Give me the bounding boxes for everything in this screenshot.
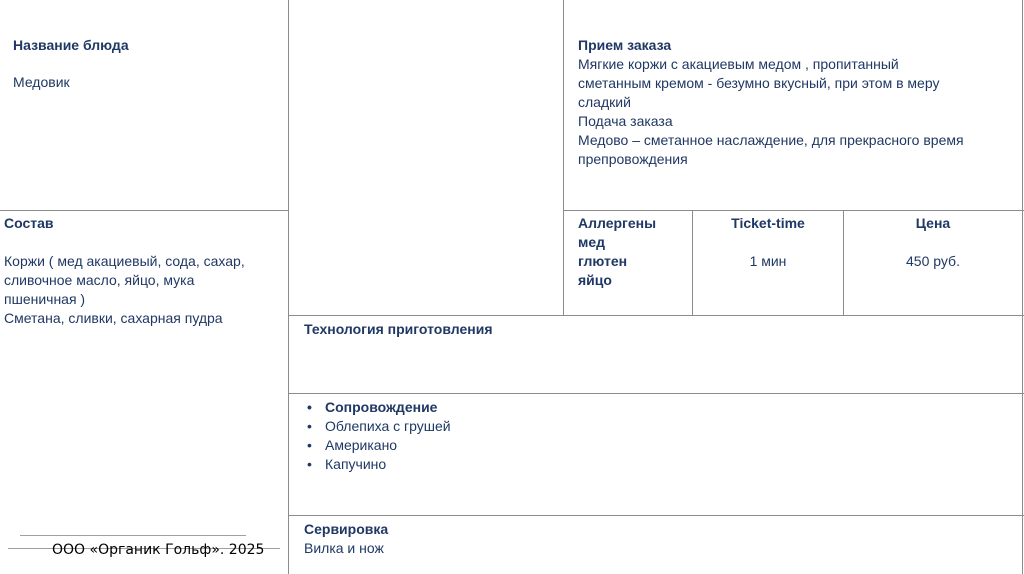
order-line: Подача заказа: [578, 113, 673, 129]
allergen-item: яйцо: [578, 272, 612, 288]
composition-label: Состав: [4, 215, 54, 231]
serving-label: Сервировка: [304, 521, 389, 537]
ticket-block: [693, 214, 843, 271]
allergens-block: [578, 214, 656, 290]
grid-vline-right: [1022, 0, 1023, 574]
grid-hline-accomp: [288, 393, 1024, 394]
ticket-value: 1 мин: [749, 253, 787, 269]
ticket-label: Ticket-time: [731, 215, 805, 231]
order-line: Мягкие коржи с акациевым медом , пропитанный: [578, 56, 899, 72]
order-line: препровождения: [578, 151, 688, 167]
serving-value: Вилка и нож: [304, 540, 384, 556]
composition-line: сливочное масло, яйцо, мука: [4, 272, 195, 288]
composition-line: Коржи ( мед акациевый, сода, сахар,: [4, 253, 245, 269]
accompaniment-label: • Сопровождение: [304, 398, 451, 417]
grid-hline-tech: [288, 315, 1024, 316]
serving-block: [304, 520, 388, 558]
dish-name-label: Название блюда: [13, 37, 129, 53]
footer-text: ООО «Органик Гольф». 2025: [52, 542, 265, 558]
price-value: 450 руб.: [906, 253, 960, 269]
technology-label: Технология приготовления: [304, 321, 493, 337]
composition-block: [4, 214, 245, 328]
order-block: [578, 36, 964, 169]
accompaniment-item: • Капучино: [304, 455, 451, 474]
dish-name-value: Медовик: [13, 74, 70, 90]
order-title: Прием заказа: [578, 37, 672, 53]
order-line: сладкий: [578, 94, 631, 110]
grid-vline-left: [288, 0, 289, 574]
grid-hline-serving: [288, 515, 1024, 516]
grid-hline-right: [563, 210, 1024, 211]
grid-hline-left: [0, 210, 288, 211]
composition-line: Сметана, сливки, сахарная пудра: [4, 310, 223, 326]
composition-line: пшеничная ): [4, 291, 86, 307]
allergens-label: Аллергены: [578, 215, 657, 231]
allergen-item: мед: [578, 234, 606, 250]
allergen-item: глютен: [578, 253, 628, 269]
order-line: Медово – сметанное наслаждение, для прекрасного время: [578, 132, 964, 148]
order-line: сметанным кремом - безумно вкусный, при этом в меру: [578, 75, 940, 91]
accompaniment-block: [304, 398, 451, 474]
accompaniment-list: [304, 398, 451, 474]
price-label: Цена: [915, 215, 951, 231]
accompaniment-item: • Американо: [304, 436, 451, 455]
accompaniment-item: • Облепиха с грушей: [304, 417, 451, 436]
footer-rule-top: [20, 535, 246, 536]
price-block: [844, 214, 1022, 271]
grid-vline-mid: [563, 0, 564, 315]
